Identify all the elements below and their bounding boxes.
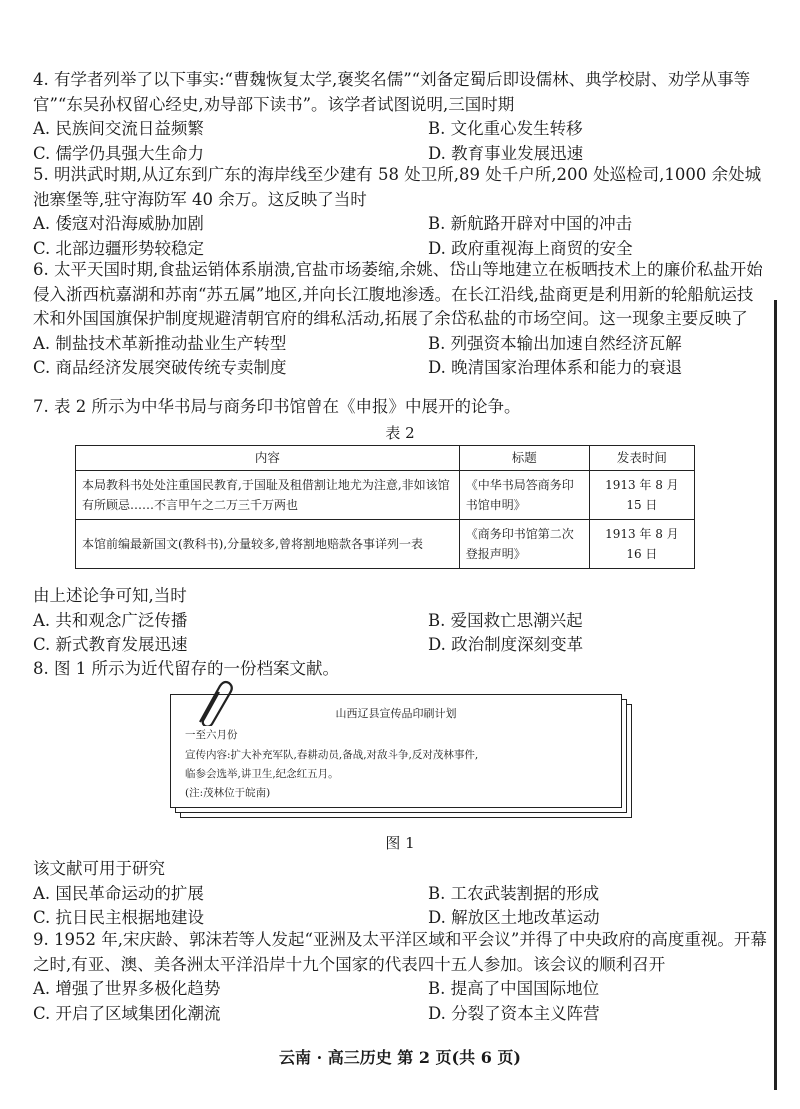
option-c: C. 北部边疆形势较稳定 <box>33 238 205 258</box>
question-8 <box>33 657 768 682</box>
page-footer: 云南 · 高三历史 第 2 页(共 6 页) <box>279 1048 521 1067</box>
option-d: D. 政治制度深刻变革 <box>428 635 584 654</box>
question-4 <box>33 68 768 166</box>
table-cell: 1913 年 8 月 16 日 <box>589 520 694 569</box>
document-line: 宣传内容:扩大补充军队,春耕动员,备战,对敌斗争,反对茂林事件, <box>185 749 479 761</box>
option-a: A. 民族间交流日益频繁 <box>33 119 204 138</box>
table-2 <box>75 445 695 569</box>
document-line: (注:茂林位于皖南) <box>185 787 271 799</box>
table-header: 内容 <box>76 446 460 471</box>
option-b: B. 新航路开辟对中国的冲击 <box>428 214 633 233</box>
option-a: A. 增强了世界多极化趋势 <box>33 979 221 998</box>
question-5 <box>33 163 768 261</box>
option-c: C. 新式教育发展迅速 <box>33 635 188 654</box>
option-c: C. 开启了区域集团化潮流 <box>33 1003 221 1023</box>
table-header: 发表时间 <box>589 446 694 471</box>
question-stem: 6. 太平天国时期,食盐运销体系崩溃,官盐市场萎缩,余姚、岱山等地建立在板晒技术上的廉价私盐开始侵入浙西杭嘉湖和苏南“苏五属”地区,并向长江腹地渗透。在长江沿线,盐商更是利用新的轮船航运技术和外国国旗保护制度规避清朝官府的缉私活动,拓展了余岱私盐的市场空间。这一现象主要反映了 <box>33 260 763 328</box>
question-6 <box>33 258 768 381</box>
question-stem: 4. 有学者列举了以下事实:“曹魏恢复太学,褒奖名儒”“刘备定蜀后即设儒林、典学校尉、劝学从事等官”“东吴孙权留心经史,劝导部下读书”。该学者试图说明,三国时期 <box>33 70 751 114</box>
option-d: D. 解放区土地改革运动 <box>428 908 600 927</box>
option-b: B. 列强资本输出加速自然经济瓦解 <box>428 333 682 353</box>
document-title: 山西辽县宣传品印刷计划 <box>335 707 457 720</box>
table-cell: 《中华书局答商务印书馆申明》 <box>459 471 589 520</box>
question-prompt: 该文献可用于研究 <box>33 859 165 878</box>
scan-edge-divider <box>774 300 777 1090</box>
option-c: C. 抗日民主根据地建设 <box>33 908 205 927</box>
question-8-options <box>33 857 768 931</box>
option-d: D. 教育事业发展迅速 <box>428 143 584 163</box>
question-7 <box>33 395 768 420</box>
table-caption: 表 2 <box>385 424 415 442</box>
table-header: 标题 <box>459 446 589 471</box>
table-cell: 1913 年 8 月 15 日 <box>589 471 694 520</box>
table-row <box>76 520 695 569</box>
option-d: D. 政府重视海上商贸的安全 <box>428 238 633 258</box>
table-cell: 本局教科书处处注重国民教育,于国耻及租借割让地尤为注意,非如该馆有所顾忌……不言甲午之二万三千万两也 <box>76 471 460 520</box>
question-7-options <box>33 584 768 658</box>
question-9 <box>33 928 768 1026</box>
question-stem: 7. 表 2 所示为中华书局与商务印书馆曾在《申报》中展开的论争。 <box>33 397 521 416</box>
option-c: C. 商品经济发展突破传统专卖制度 <box>33 358 287 377</box>
table-cell: 本馆前编最新国文(教科书),分量较多,曾将割地赔款各事详列一表 <box>76 520 460 569</box>
option-a: A. 倭寇对沿海威胁加剧 <box>33 214 204 233</box>
document-line: 临参会选举,讲卫生,纪念红五月。 <box>185 768 339 780</box>
option-a: A. 共和观念广泛传播 <box>33 610 188 630</box>
figure-caption: 图 1 <box>385 834 415 852</box>
question-prompt: 由上述论争可知,当时 <box>33 586 187 605</box>
option-b: B. 提高了中国国际地位 <box>428 979 600 998</box>
document-line: 一至六月份 <box>185 729 238 741</box>
option-c: C. 儒学仍具强大生命力 <box>33 143 205 163</box>
option-d: D. 分裂了资本主义阵营 <box>428 1003 600 1023</box>
table-cell: 《商务印书馆第二次登报声明》 <box>459 520 589 569</box>
figure-1 <box>170 684 640 824</box>
paper-clip-icon <box>190 678 234 726</box>
table-row <box>76 471 695 520</box>
option-b: B. 文化重心发生转移 <box>428 119 583 138</box>
question-stem: 8. 图 1 所示为近代留存的一份档案文献。 <box>33 659 339 678</box>
option-b: B. 爱国救亡思潮兴起 <box>428 610 583 630</box>
option-a: A. 制盐技术革新推动盐业生产转型 <box>33 333 287 353</box>
option-d: D. 晚清国家治理体系和能力的衰退 <box>428 358 683 377</box>
question-stem: 9. 1952 年,宋庆龄、郭沫若等人发起“亚洲及太平洋区域和平会议”并得了中央政府的高度重视。开幕之时,有亚、澳、美各洲太平洋沿岸十九个国家的代表四十五人参加。该会议的顺利召开 <box>33 930 767 974</box>
option-b: B. 工农武装割据的形成 <box>428 883 600 903</box>
paper-sheet-front <box>170 694 622 808</box>
question-stem: 5. 明洪武时期,从辽东到广东的海岸线至少建有 58 处卫所,89 处千户所,200 处巡检司,1000 余处城池寨堡等,驻守海防军 40 余万。这反映了当时 <box>33 165 762 209</box>
option-a: A. 国民革命运动的扩展 <box>33 883 204 903</box>
